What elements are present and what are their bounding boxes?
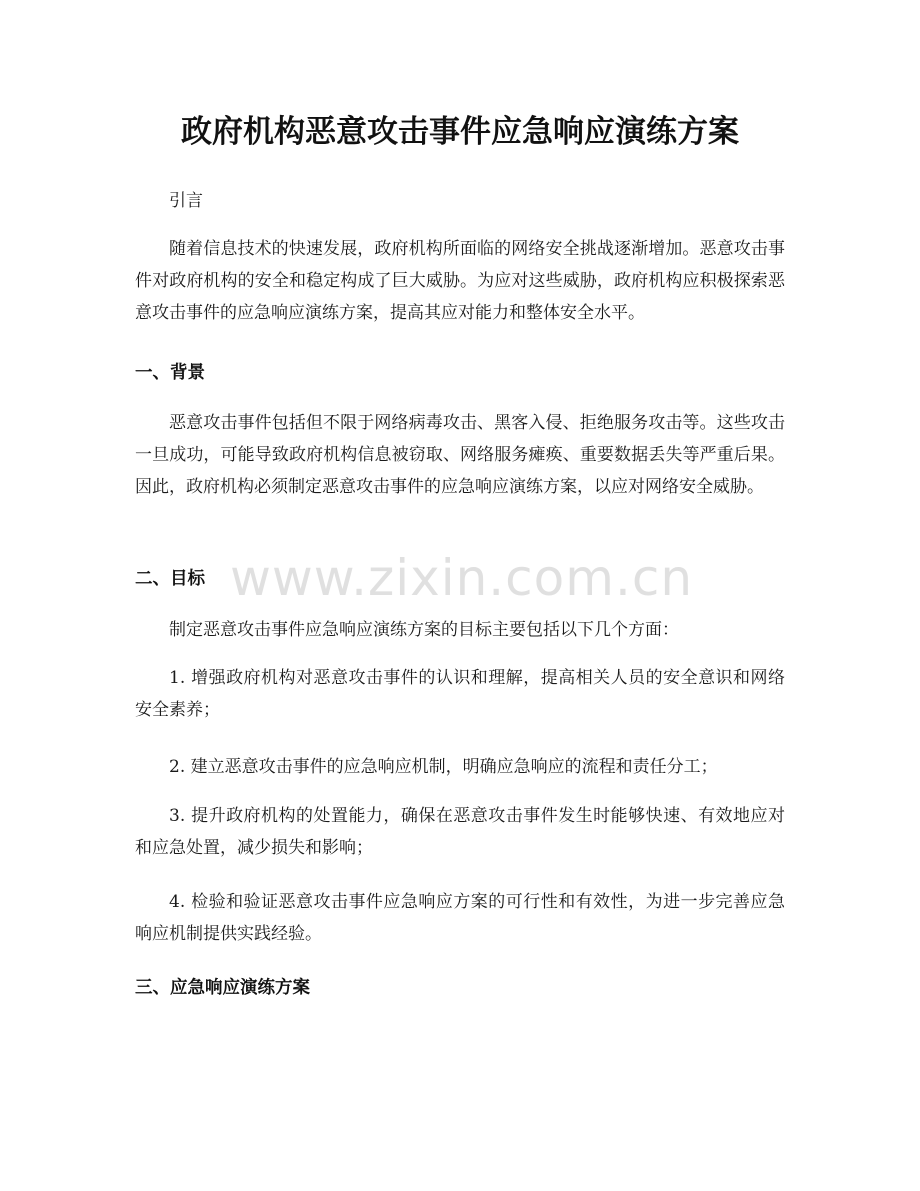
section-heading-goals: 二、目标	[135, 569, 205, 589]
section-heading-drill-plan: 三、应急响应演练方案	[135, 978, 310, 998]
goal-item-4: 4. 检验和验证恶意攻击事件应急响应方案的可行性和有效性，为进一步完善应急响应机制提供实践经验。	[135, 892, 785, 944]
section-heading-background: 一、背景	[135, 363, 205, 383]
watermark: www.zixin.com.cn	[230, 549, 694, 607]
document-title: 政府机构恶意攻击事件应急响应演练方案	[181, 114, 739, 150]
goal-item-3: 3. 提升政府机构的处置能力，确保在恶意攻击事件发生时能够快速、有效地应对和应急处置，减少损失和影响；	[135, 806, 785, 858]
background-paragraph: 恶意攻击事件包括但不限于网络病毒攻击、黑客入侵、拒绝服务攻击等。这些攻击一旦成功，可能导致政府机构信息被窃取、网络服务瘫痪、重要数据丢失等严重后果。因此，政府机构必须制定恶意攻击事件的应急响应演练方案，以应对网络安全威胁。	[135, 413, 785, 497]
intro-paragraph: 随着信息技术的快速发展，政府机构所面临的网络安全挑战逐渐增加。恶意攻击事件对政府机构的安全和稳定构成了巨大威胁。为应对这些威胁，政府机构应积极探索恶意攻击事件的应急响应演练方案，提高其应对能力和整体安全水平。	[135, 239, 785, 323]
goals-intro-paragraph: 制定恶意攻击事件应急响应演练方案的目标主要包括以下几个方面：	[169, 620, 679, 640]
goal-item-1: 1. 增强政府机构对恶意攻击事件的认识和理解，提高相关人员的安全意识和网络安全素养；	[135, 668, 785, 720]
intro-label: 引言	[169, 191, 203, 211]
goal-item-2: 2. 建立恶意攻击事件的应急响应机制，明确应急响应的流程和责任分工；	[169, 757, 718, 777]
